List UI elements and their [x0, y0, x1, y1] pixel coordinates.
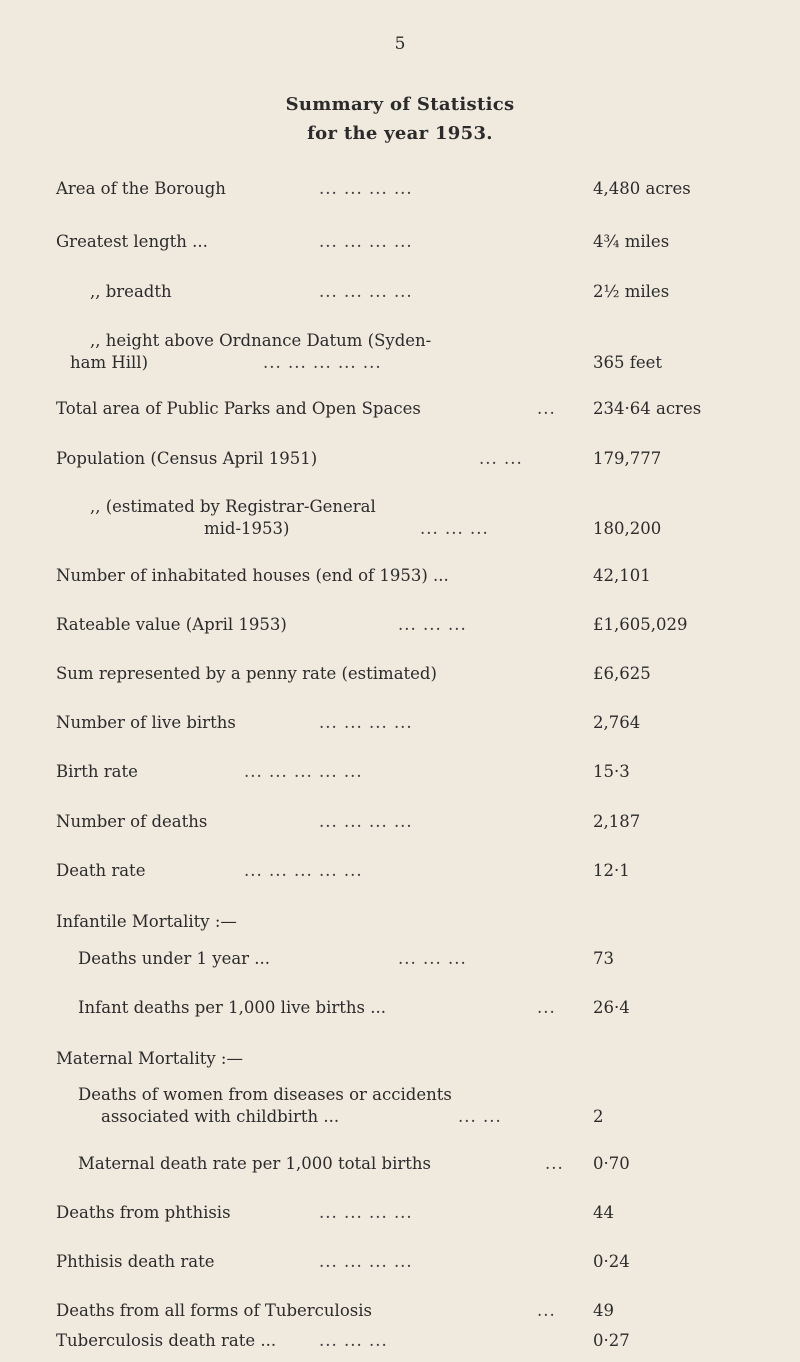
stat-value: 49: [593, 1301, 614, 1320]
section-label: Infantile Mortality :—: [56, 912, 237, 931]
stat-label: ,, (estimated by Registrar-General: [90, 497, 376, 516]
stat-value: 180,200: [593, 519, 662, 538]
leader-dots: ... ... ... ...: [319, 713, 413, 732]
stat-value: 12·1: [593, 861, 630, 880]
stat-label-continued: mid-1953): [204, 519, 290, 538]
page-subtitle: for the year 1953.: [307, 123, 493, 144]
stat-label: Deaths of women from diseases or accidents: [78, 1085, 452, 1104]
leader-dots: ... ... ... ...: [319, 812, 413, 831]
stat-value: 44: [593, 1203, 614, 1222]
stat-value: £6,625: [593, 664, 651, 683]
stat-label: ,, height above Ordnance Datum (Syden-: [90, 331, 432, 350]
stat-value: 365 feet: [593, 353, 663, 372]
leader-dots: ... ... ... ...: [319, 179, 413, 198]
stat-value: 42,101: [593, 566, 651, 585]
leader-dots: ... ...: [458, 1107, 502, 1126]
stat-value: 73: [593, 949, 614, 968]
stat-value: 2,187: [593, 812, 641, 831]
stat-label: Deaths under 1 year ...: [78, 949, 271, 968]
stat-value: 0·27: [593, 1331, 630, 1350]
leader-dots: ... ... ... ...: [319, 1252, 413, 1271]
leader-dots: ...: [537, 998, 556, 1017]
stat-value: 26·4: [593, 998, 630, 1017]
leader-dots: ... ... ... ... ...: [263, 353, 382, 372]
stat-label: Greatest length ...: [56, 232, 208, 251]
leader-dots: ... ...: [479, 449, 523, 468]
stat-value: 2: [593, 1107, 604, 1126]
stat-label: Total area of Public Parks and Open Spaces: [56, 399, 421, 418]
stat-label: Number of live births: [56, 713, 236, 732]
stat-label: Phthisis death rate: [56, 1252, 215, 1271]
leader-dots: ... ... ...: [398, 949, 467, 968]
stat-label: Tuberculosis death rate ...: [56, 1331, 277, 1350]
leader-dots: ...: [537, 1301, 556, 1320]
stat-label: Deaths from phthisis: [56, 1203, 231, 1222]
section-label: Maternal Mortality :—: [56, 1049, 243, 1068]
stat-value: 2½ miles: [593, 282, 670, 301]
leader-dots: ... ... ...: [398, 615, 467, 634]
leader-dots: ... ... ... ...: [319, 1203, 413, 1222]
leader-dots: ... ... ... ...: [319, 282, 413, 301]
stat-value: 234·64 acres: [593, 399, 702, 418]
stat-label: Area of the Borough: [56, 179, 226, 198]
leader-dots: ... ... ...: [319, 1331, 388, 1350]
stat-value: 179,777: [593, 449, 662, 468]
stat-label: Rateable value (April 1953): [56, 615, 287, 634]
stat-label: Number of inhabitated houses (end of 1953) ...: [56, 566, 449, 585]
leader-dots: ... ... ...: [420, 519, 489, 538]
stat-value: 2,764: [593, 713, 641, 732]
stat-label: Sum represented by a penny rate (estimated): [56, 664, 437, 683]
page-number: 5: [394, 34, 406, 54]
stat-value: £1,605,029: [593, 615, 688, 634]
stat-value: 0·70: [593, 1154, 630, 1173]
stat-label: Population (Census April 1951): [56, 449, 318, 468]
page-title: Summary of Statistics: [285, 94, 515, 115]
leader-dots: ...: [545, 1154, 564, 1173]
stat-label: Birth rate: [56, 762, 138, 781]
stat-label: Infant deaths per 1,000 live births ...: [78, 998, 386, 1017]
stat-label-continued: ham Hill): [70, 353, 149, 372]
stat-value: 4¾ miles: [593, 232, 670, 251]
stat-value: 0·24: [593, 1252, 630, 1271]
leader-dots: ... ... ... ... ...: [244, 861, 363, 880]
stat-label-continued: associated with childbirth ...: [101, 1107, 340, 1126]
stat-label: ,, breadth: [90, 282, 172, 301]
stat-value: 4,480 acres: [593, 179, 691, 198]
stat-label: Death rate: [56, 861, 146, 880]
stat-value: 15·3: [593, 762, 630, 781]
leader-dots: ... ... ... ... ...: [244, 762, 363, 781]
leader-dots: ... ... ... ...: [319, 232, 413, 251]
leader-dots: ...: [537, 399, 556, 418]
stat-label: Maternal death rate per 1,000 total births: [78, 1154, 431, 1173]
stat-label: Deaths from all forms of Tuberculosis: [56, 1301, 372, 1320]
stat-label: Number of deaths: [56, 812, 208, 831]
